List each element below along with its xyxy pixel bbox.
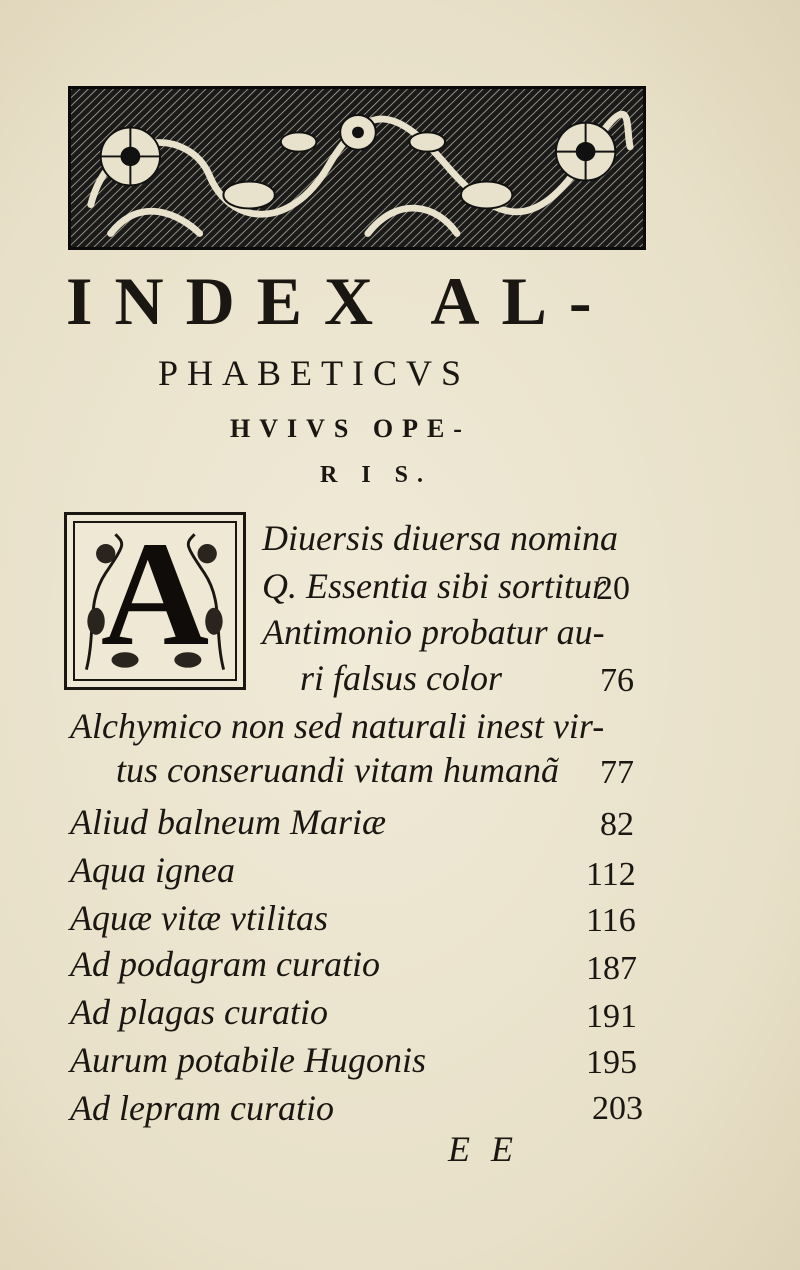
floral-headpiece-ornament	[68, 86, 646, 250]
index-entry: Ad podagram curatio	[70, 944, 380, 984]
page-title-line-4: R I S.	[320, 462, 433, 488]
index-entry: Aurum potabile Hugonis	[70, 1040, 426, 1080]
index-entry: Aqua ignea	[70, 850, 235, 890]
page-title-line-2: PHABETICVS	[158, 353, 471, 393]
index-entry: Ad plagas curatio	[70, 992, 328, 1032]
index-entry: Diuersis diuersa nomina	[262, 518, 619, 558]
page-number: 77	[600, 754, 634, 791]
page-number: 20	[596, 570, 630, 607]
page-number: 112	[586, 856, 636, 893]
index-entry: Antimonio probatur au-	[262, 612, 605, 652]
page-number: 82	[600, 806, 634, 843]
index-entry: ri falsus color	[300, 658, 503, 698]
catchword: E E	[448, 1129, 519, 1169]
index-entry: tus conseruandi vitam humanã	[116, 750, 559, 790]
page-title-line-1: INDEX AL-	[66, 263, 614, 339]
page-number: 76	[600, 662, 634, 699]
index-entry: Alchymico non sed naturali inest vir-	[70, 706, 605, 746]
page-number: 116	[586, 902, 636, 939]
index-entry: Aquæ vitæ vtilitas	[70, 898, 328, 938]
page-number: 191	[586, 998, 637, 1035]
page-number: 203	[592, 1090, 643, 1127]
initial-letter: A	[100, 511, 210, 677]
index-entry: Q. Essentia sibi sortitur	[262, 566, 607, 606]
page-title-line-3: HVIVS OPE-	[230, 414, 471, 443]
index-entry: Aliud balneum Mariæ	[70, 802, 386, 842]
page-number: 187	[586, 950, 637, 987]
index-entry: Ad lepram curatio	[70, 1088, 334, 1128]
decorated-initial	[64, 512, 246, 690]
page-number: 195	[586, 1044, 637, 1081]
